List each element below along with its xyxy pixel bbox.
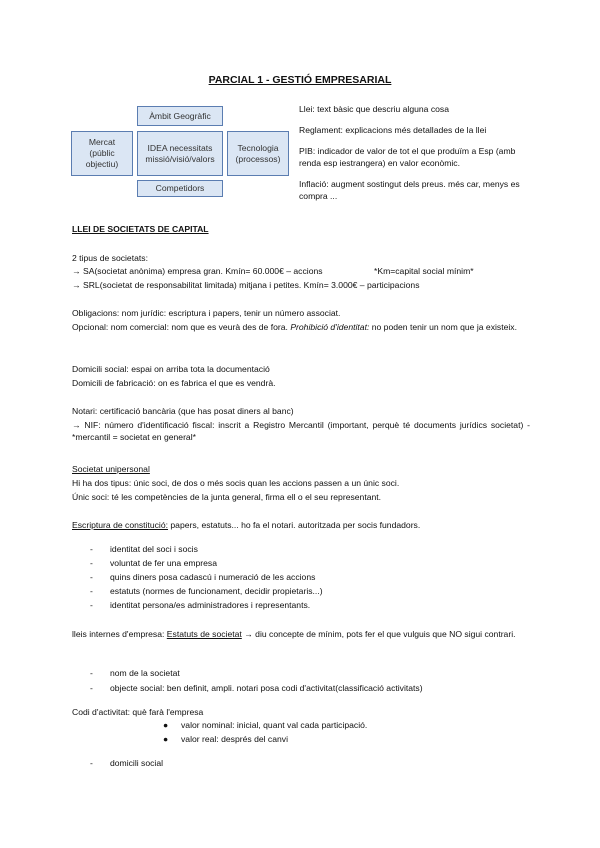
escriptura-label: Escriptura de constitució:	[72, 520, 169, 530]
opcional-paragraph	[72, 321, 530, 333]
codi-activitat-heading: Codi d'activitat: què farà l'empresa	[72, 707, 204, 717]
diagram-box-competidors: Competidors	[137, 180, 223, 197]
unipersonal-line-2: Únic soci: té les competències de la junta general, firma ell o el seu representant.	[72, 492, 382, 502]
escriptura-line	[72, 519, 420, 531]
dash-marker: -	[90, 558, 93, 568]
estatuts-item: nom de la societat	[110, 668, 180, 678]
unipersonal-line-1: Hi ha dos tipus: únic soci, de dos o més socis quan les accions passen a un únic soci.	[72, 478, 400, 488]
unipersonal-heading: Societat unipersonal	[72, 464, 150, 474]
dash-marker: -	[90, 758, 93, 768]
lleis-internes-tail: → diu concepte de mínim, pots fer el que vulguis que NO sigui contrari.	[241, 629, 516, 639]
dash-marker: -	[90, 544, 93, 554]
valor-item: valor real: després del canvi	[181, 734, 288, 744]
definition-reglament: Reglament: explicacions més detallades de la llei	[299, 125, 487, 135]
escriptura-item: voluntat de fer una empresa	[110, 558, 218, 568]
notari-line: Notari: certificació bancària (que has posat diners al banc)	[72, 406, 294, 416]
srl-line: → SRL(societat de responsabilitat limitada) mitjana i petites. Kmín= 3.000€ – participacions	[72, 280, 420, 290]
estatuts-label: Estatuts de societat	[166, 629, 242, 639]
opcional-text: Opcional: nom comercial: nom que es veurà des de fora.	[72, 322, 288, 332]
km-note: *Km=capital social mínim*	[374, 266, 474, 276]
estatuts-item: objecte social: ben definit, ampli. notari posa codi d'activitat(classificació activitats)	[110, 683, 423, 693]
dash-marker: -	[90, 586, 93, 596]
definitions-list	[299, 103, 529, 211]
diagram-box-tecnologia: Tecnologia (processos)	[227, 131, 289, 176]
escriptura-item: estatuts (normes de funcionament, decidir propietaris...)	[110, 586, 323, 596]
nif-paragraph: → NIF: número d'identificació fiscal: inscrit a Registro Mercantil (important, perquè té documents jurídics societat) - *mercantil = societat en general*	[72, 420, 530, 442]
dash-marker: -	[90, 572, 93, 582]
prohibicio-text: no poden tenir un nom que ja existeix.	[371, 322, 517, 332]
sa-line: → SA(societat anònima) empresa gran. Kmín= 60.000€ – accions	[72, 266, 323, 276]
domicili-social-line: Domicili social: espai on arriba tota la documentació	[72, 364, 270, 374]
lleis-internes-paragraph	[72, 628, 530, 640]
prohibicio-label: Prohibició d'identitat:	[290, 322, 370, 332]
section-heading-llei: LLEI DE SOCIETATS DE CAPITAL	[72, 224, 209, 234]
valor-item: valor nominal: inicial, quant val cada participació.	[181, 720, 368, 730]
escriptura-item: identitat del soci i socis	[110, 544, 198, 554]
bullet-marker: ●	[163, 720, 169, 730]
escriptura-item: identitat persona/es administradores i representants.	[110, 600, 311, 610]
dash-marker: -	[90, 600, 93, 610]
lleis-internes-text: lleis internes d'empresa:	[72, 629, 167, 639]
diagram-box-idea: IDEA necessitats missió/visió/valors	[137, 131, 223, 176]
definition-pib: PIB: indicador de valor de tot el que produïm a Esp (amb renda esp iestrangera) en valor econòmic.	[299, 146, 516, 168]
page-title: PARCIAL 1 - GESTIÓ EMPRESARIAL	[208, 74, 392, 86]
bullet-marker: ●	[163, 734, 169, 744]
domicili-fabricacio-line: Domicili de fabricació: on es fabrica el que es vendrà.	[72, 378, 276, 388]
definition-inflacio: Inflació: augment sostingut dels preus. més car, menys es compra ...	[299, 179, 520, 201]
tipus-heading: 2 tipus de societats:	[72, 253, 148, 263]
domicili-social-item: domicili social	[110, 758, 164, 768]
escriptura-item: quins diners posa cadascú i numeració de les accions	[110, 572, 316, 582]
dash-marker: -	[90, 668, 93, 678]
obligacions-line: Obligacions: nom jurídic: escriptura i papers, tenir un número associat.	[72, 308, 341, 318]
diagram-box-ambit: Àmbit Geogràfic	[137, 106, 223, 126]
diagram-box-mercat: Mercat (públic objectiu)	[71, 131, 133, 176]
escriptura-text: papers, estatuts... ho fa el notari. autoritzada per socis fundadors.	[168, 520, 421, 530]
definition-llei: Llei: text bàsic que descriu alguna cosa	[299, 104, 450, 114]
dash-marker: -	[90, 683, 93, 693]
